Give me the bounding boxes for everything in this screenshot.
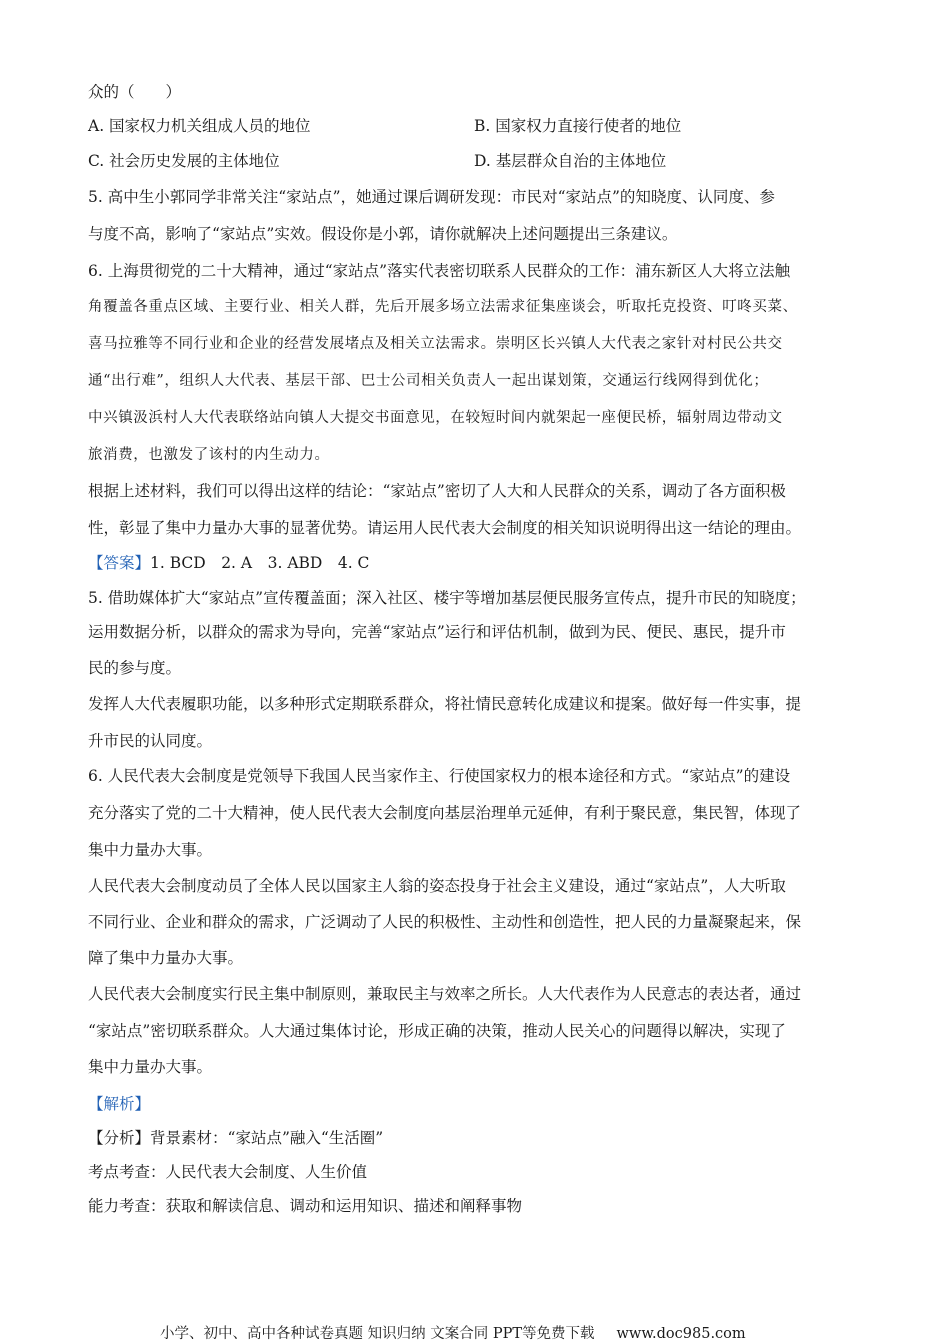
options-row-1 [88, 116, 868, 136]
question-6-line-1: 6. 上海贯彻党的二十大精神，通过“家站点”落实代表密切联系人民群众的工作：浦东新区人大将立法触 [88, 262, 791, 280]
fenxi-label: 【分析】 [88, 1129, 151, 1147]
question-6-material-line-5: 中兴镇汲浜村人大代表联络站向镇人大提交书面意见，在较短时间内就架起一座便民桥，辐射周边带动文 [88, 410, 783, 426]
answer-5-line-1: 5. 借助媒体扩大“家站点”宣传覆盖面；深入社区、楼宇等增加基层便民服务宣传点，提升市民的知晓度； [88, 589, 806, 607]
answer-6-line-2: 充分落实了党的二十大精神，使人民代表大会制度向基层治理单元延伸，有利于聚民意，集民智，体现了 [88, 804, 802, 822]
answer-6-line-8: “家站点”密切联系群众。人大通过集体讨论，形成正确的决策，推动人民关心的问题得以解决，实现了 [88, 1022, 786, 1040]
answer-5-line-2: 运用数据分析，以群众的需求为导向，完善“家站点”运行和评估机制，做到为民、便民、惠民，提升市 [88, 623, 786, 641]
footer-url[interactable]: www.doc985.com [616, 1326, 746, 1342]
question-6-material-line-3: 喜马拉雅等不同行业和企业的经营发展堵点及相关立法需求。崇明区长兴镇人大代表之家针对村民公共交 [88, 336, 783, 352]
footer-text: 小学、初中、高中各种试卷真题 知识归纳 文案合同 PPT等免费下载 [160, 1326, 595, 1342]
question-5-line-2: 与度不高，影响了“家站点”实效。假设你是小郭，请你就解决上述问题提出三条建议。 [88, 225, 678, 243]
answer-line [88, 553, 868, 573]
option-a: A. 国家权力机关组成人员的地位 [88, 117, 311, 135]
options-row-2 [88, 151, 868, 171]
answer-5-line-3: 民的参与度。 [88, 659, 182, 677]
question-4-stem-end: 众的（ ） [88, 83, 182, 101]
answer-6-line-6: 障了集中力量办大事。 [88, 949, 244, 967]
kaodian-line: 考点考查：人民代表大会制度、人生价值 [88, 1163, 368, 1181]
answer-6-line-1: 6. 人民代表大会制度是党领导下我国人民当家作主、行使国家权力的根本途径和方式。“家站点”的建设 [88, 767, 791, 785]
answer-6-line-9: 集中力量办大事。 [88, 1058, 213, 1076]
analysis-label: 【解析】 [88, 1095, 151, 1113]
question-5-line-1: 5. 高中生小郭同学非常关注“家站点”，她通过课后调研发现：市民对“家站点”的知晓度、认同度、参 [88, 188, 775, 206]
answer-5-line-5: 升市民的认同度。 [88, 732, 213, 750]
fenxi-line [88, 1128, 868, 1148]
answer-text: 1. BCD 2. A 3. ABD 4. C [150, 554, 370, 572]
answer-6-line-4: 人民代表大会制度动员了全体人民以国家主人翁的姿态投身于社会主义建设，通过“家站点”，人大听取 [88, 877, 786, 895]
fenxi-text: 背景素材：“家站点”融入“生活圈” [150, 1129, 384, 1147]
option-d: D. 基层群众自治的主体地位 [474, 152, 667, 170]
nengli-line: 能力考查：获取和解读信息、调动和运用知识、描述和阐释事物 [88, 1197, 523, 1215]
option-c: C. 社会历史发展的主体地位 [88, 152, 280, 170]
question-6-material-line-6: 旅消费，也激发了该村的内生动力。 [88, 447, 330, 463]
answer-6-line-5: 不同行业、企业和群众的需求，广泛调动了人民的积极性、主动性和创造性，把人民的力量凝聚起来，保 [88, 913, 802, 931]
answer-label: 【答案】 [88, 554, 151, 572]
page-footer [160, 1325, 800, 1343]
answer-6-line-7: 人民代表大会制度实行民主集中制原则，兼取民主与效率之所长。人大代表作为人民意志的表达者，通过 [88, 985, 802, 1003]
question-6-material-line-2: 角覆盖各重点区域、主要行业、相关人群，先后开展多场立法需求征集座谈会，听取托克投资、叮咚买菜、 [88, 299, 798, 315]
analysis-heading [88, 1094, 868, 1114]
option-b: B. 国家权力直接行使者的地位 [474, 117, 682, 135]
answer-5-line-4: 发挥人大代表履职功能，以多种形式定期联系群众，将社情民意转化成建议和提案。做好每一件实事，提 [88, 695, 802, 713]
question-6-material-line-4: 通“出行难”，组织人大代表、基层干部、巴士公司相关负责人一起出谋划策，交通运行线网得到优化； [88, 373, 769, 389]
question-6-prompt-line-2: 性，彰显了集中力量办大事的显著优势。请运用人民代表大会制度的相关知识说明得出这一结论的理由。 [88, 519, 802, 537]
answer-6-line-3: 集中力量办大事。 [88, 841, 213, 859]
question-6-prompt-line-1: 根据上述材料，我们可以得出这样的结论：“家站点”密切了人大和人民群众的关系，调动了各方面积极 [88, 482, 786, 500]
